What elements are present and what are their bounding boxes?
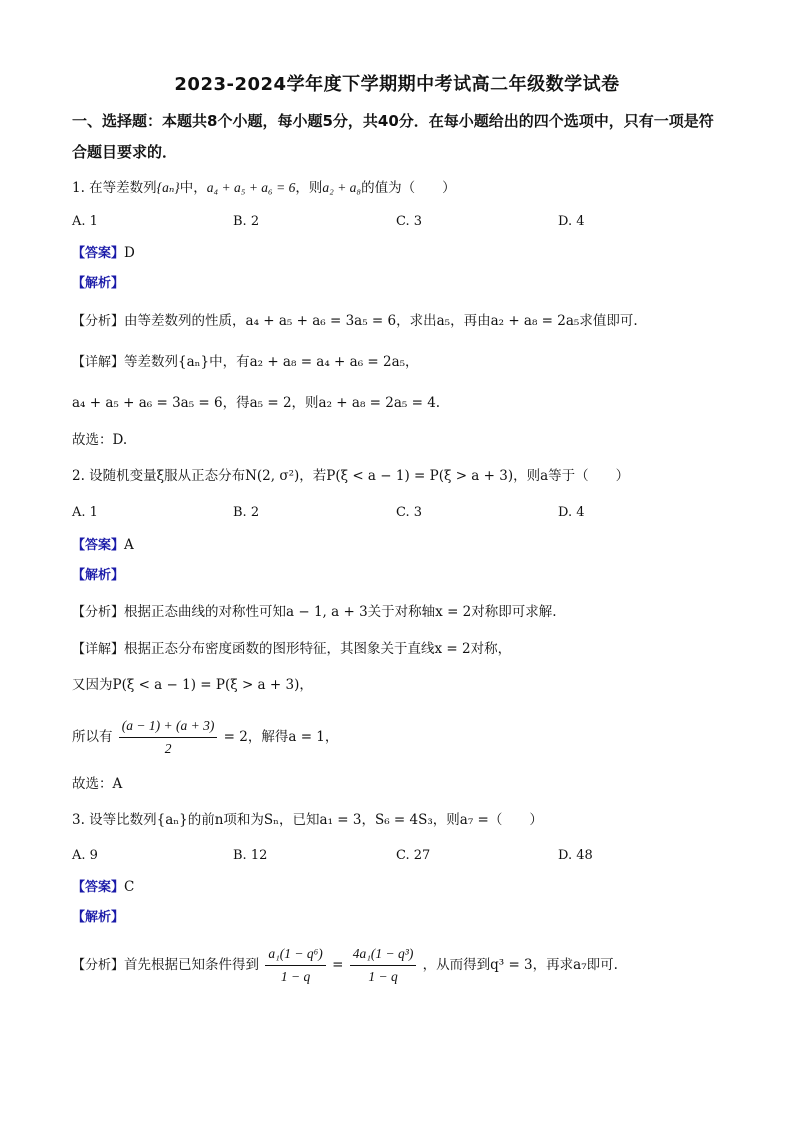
fenxi-text: 根据正态曲线的对称性可知a − 1, a + 3关于对称轴x = 2对称即可求解. bbox=[124, 604, 557, 620]
q2-option-a: A. 1 bbox=[72, 505, 98, 520]
q2-detail-3 bbox=[72, 716, 338, 759]
fenxi-label: 【分析】 bbox=[72, 314, 125, 329]
answer-label: 【答案】 bbox=[72, 246, 125, 261]
answer-label: 【答案】 bbox=[72, 538, 125, 553]
q2-detail-1 bbox=[72, 639, 511, 660]
analysis-label: 【解析】 bbox=[72, 568, 125, 583]
q3-option-b: B. 12 bbox=[233, 848, 268, 863]
q1-stem-mid: 中， bbox=[179, 180, 207, 196]
q2-fenxi bbox=[72, 602, 557, 623]
detail-label: 【详解】 bbox=[72, 642, 125, 657]
q1-stem-then: ，则 bbox=[295, 180, 323, 196]
fenxi-label: 【分析】 bbox=[72, 958, 125, 973]
q1-condition: a₄ + a₅ + a₆ = 6 bbox=[206, 180, 296, 195]
q3-option-d: D. 48 bbox=[558, 848, 593, 863]
detail-text: 等差数列{aₙ}中，有a₂ + a₈ = a₄ + a₆ = 2a₅， bbox=[124, 354, 419, 370]
q1-detail-1 bbox=[72, 352, 419, 373]
fraction-right bbox=[350, 944, 417, 987]
q2-answer bbox=[72, 535, 134, 556]
fraction-left bbox=[265, 944, 326, 987]
answer-value: A bbox=[124, 537, 134, 553]
q2-choice: 故选：A bbox=[72, 776, 123, 792]
q1-stem-prefix: 1. 在等差数列 bbox=[72, 180, 157, 196]
q3-fenxi bbox=[72, 944, 618, 987]
fraction-denominator: 1 − q bbox=[368, 969, 398, 984]
analysis-label: 【解析】 bbox=[72, 276, 125, 291]
question-2-stem: 2. 设随机变量ξ服从正态分布N(2, σ²)，若P(ξ < a − 1) = P(ξ > a + 3)，则a等于（ ） bbox=[72, 468, 630, 484]
fenxi-prefix: 首先根据已知条件得到 bbox=[124, 957, 260, 973]
equals-sign: = bbox=[332, 957, 344, 973]
fraction-denominator: 1 − q bbox=[280, 969, 311, 984]
detail-text: 根据正态分布密度函数的图形特征，其图象关于直线x = 2对称， bbox=[124, 641, 512, 657]
q1-option-d: D. 4 bbox=[558, 214, 585, 229]
fenxi-suffix: ，从而得到q³ = 3，再求a₇即可. bbox=[422, 957, 618, 973]
answer-label: 【答案】 bbox=[72, 880, 125, 895]
q2-detail-2: 又因为P(ξ < a − 1) = P(ξ > a + 3)， bbox=[72, 677, 313, 693]
q1-option-a: A. 1 bbox=[72, 214, 98, 229]
q1-fenxi bbox=[72, 311, 638, 332]
detail-prefix: 所以有 bbox=[72, 729, 113, 745]
analysis-label: 【解析】 bbox=[72, 910, 125, 925]
q1-answer bbox=[72, 243, 135, 264]
section-heading: 一、选择题：本题共8个小题，每小题5分，共40分．在每小题给出的四个选项中，只有一项是符合题目要求的． bbox=[72, 112, 714, 161]
q3-answer bbox=[72, 877, 134, 898]
q2-option-b: B. 2 bbox=[233, 505, 260, 520]
answer-value: D bbox=[124, 245, 135, 261]
fenxi-text: 由等差数列的性质，a₄ + a₅ + a₆ = 3a₅ = 6，求出a₅，再由a₂ + a₈ = 2a₅求值即可. bbox=[124, 313, 638, 329]
q3-option-c: C. 27 bbox=[396, 848, 431, 863]
q2-option-d: D. 4 bbox=[558, 505, 585, 520]
q1-sequence: {aₙ} bbox=[156, 180, 180, 195]
q3-option-a: A. 9 bbox=[72, 848, 98, 863]
q1-option-b: B. 2 bbox=[233, 214, 260, 229]
fraction-denominator: 2 bbox=[164, 741, 172, 756]
answer-value: C bbox=[124, 879, 135, 895]
fraction-numerator: a₁(1 − q⁶) bbox=[265, 944, 326, 966]
fraction-numerator: 4a₁(1 − q³) bbox=[350, 944, 417, 966]
q1-choice: 故选：D. bbox=[72, 432, 128, 448]
detail-label: 【详解】 bbox=[72, 355, 125, 370]
q1-stem-suffix: 的值为（ ） bbox=[361, 180, 456, 196]
page-title: 2023-2024学年度下学期期中考试高二年级数学试卷 bbox=[174, 74, 620, 95]
q2-option-c: C. 3 bbox=[396, 505, 423, 520]
fraction bbox=[119, 716, 218, 759]
fenxi-label: 【分析】 bbox=[72, 605, 125, 620]
detail-suffix: = 2，解得a = 1， bbox=[223, 729, 339, 745]
question-3-stem: 3. 设等比数列{aₙ}的前n项和为Sₙ，已知a₁ = 3，S₆ = 4S₃，则a₇ =（ ） bbox=[72, 812, 543, 828]
question-1-stem bbox=[72, 178, 456, 198]
q1-detail-2: a₄ + a₅ + a₆ = 3a₅ = 6，得a₅ = 2，则a₂ + a₈ = 2a₅ = 4. bbox=[72, 395, 441, 411]
q1-target: a₂ + a₈ bbox=[322, 180, 362, 195]
q1-option-c: C. 3 bbox=[396, 214, 423, 229]
fraction-numerator: (a − 1) + (a + 3) bbox=[119, 716, 218, 738]
